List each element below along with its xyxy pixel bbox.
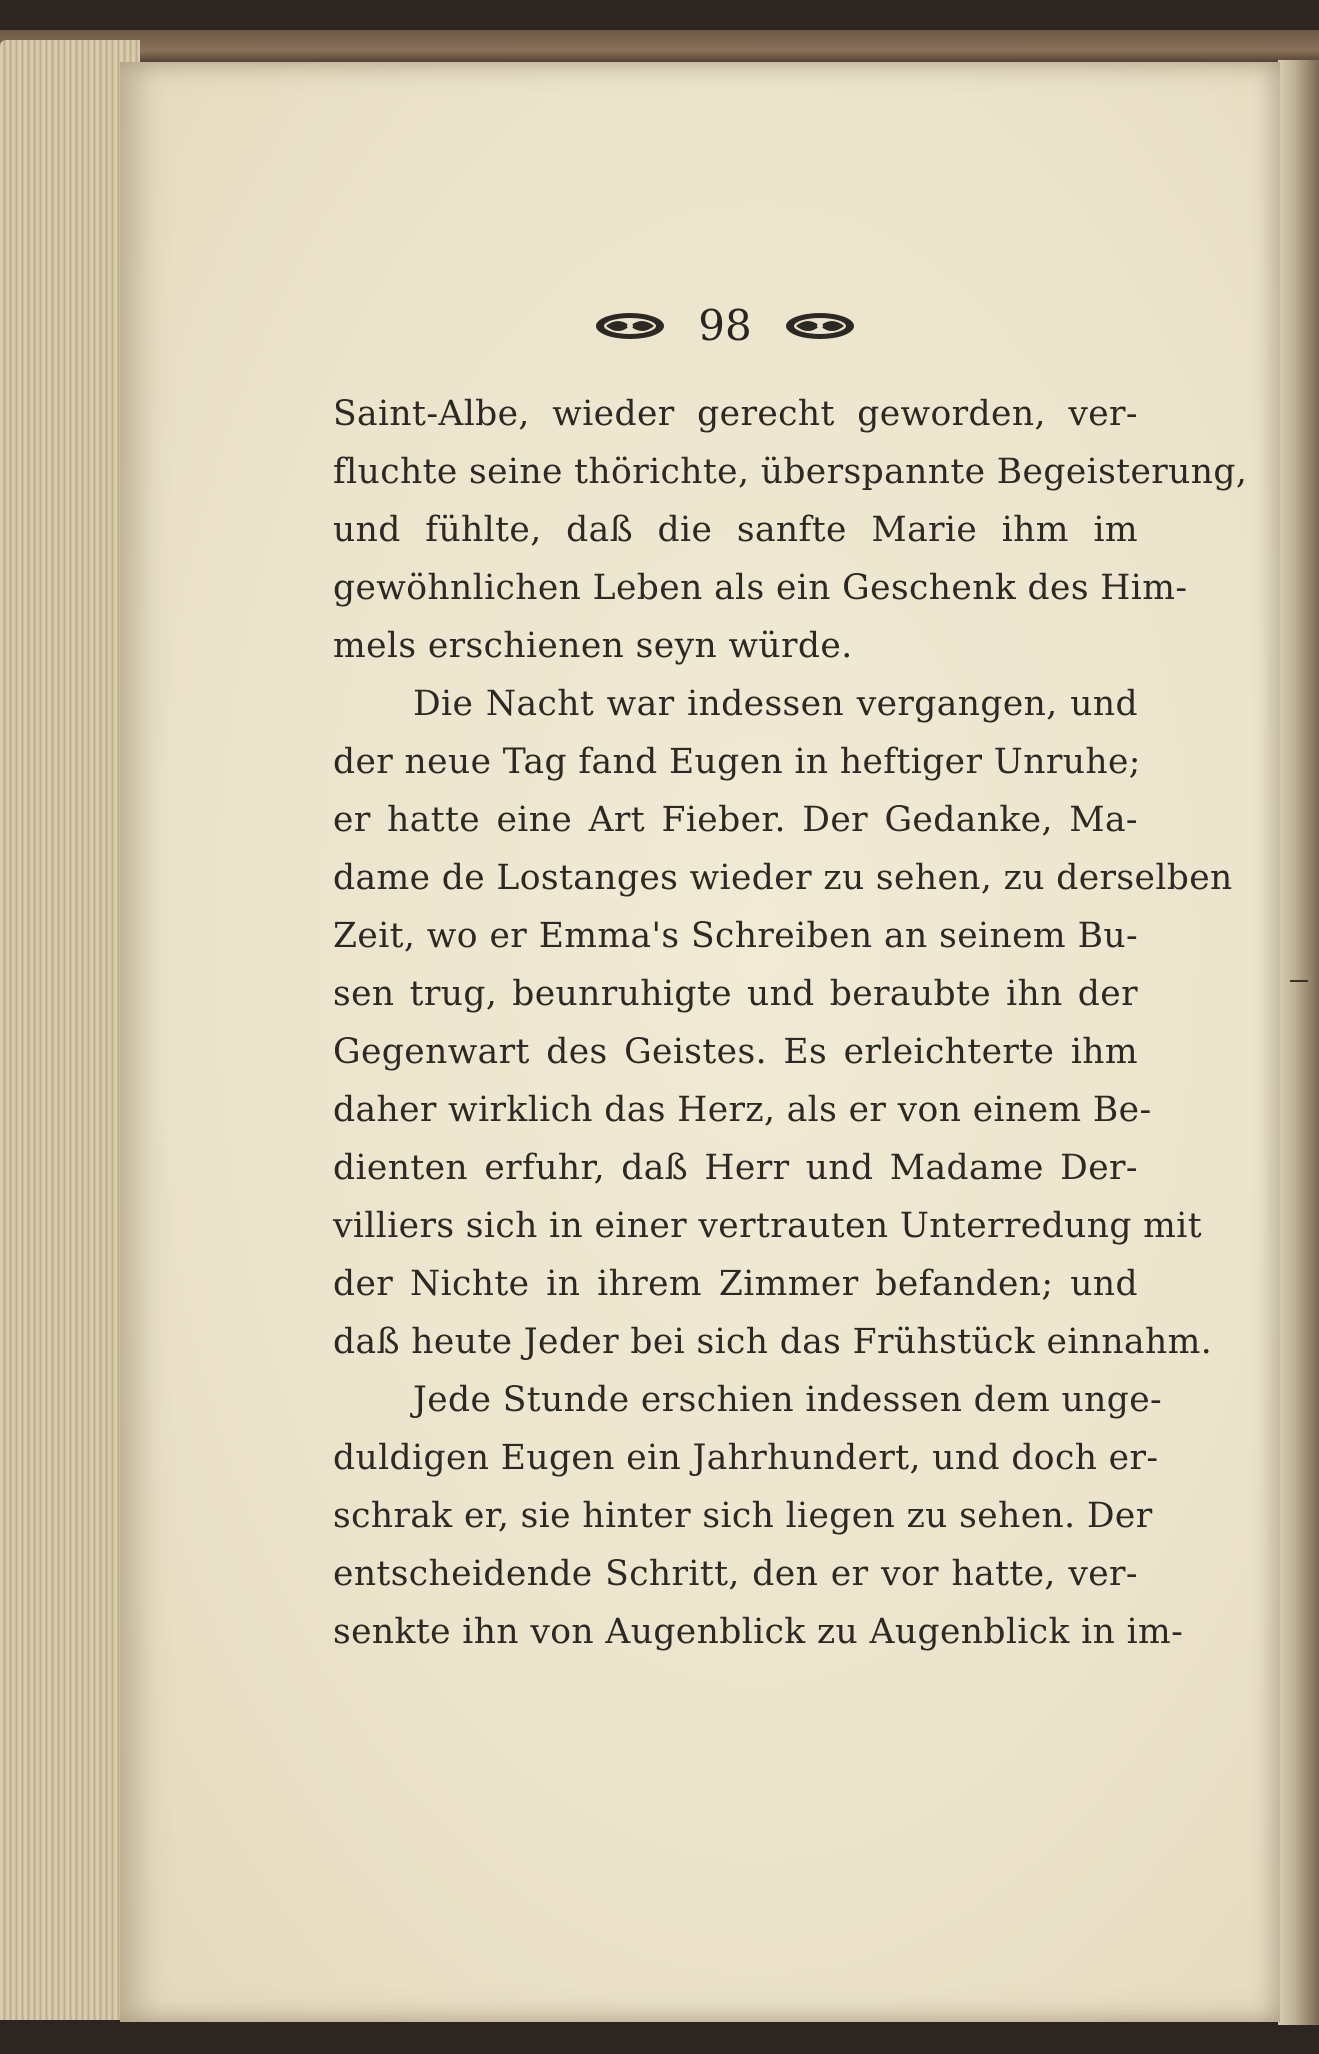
body-text bbox=[333, 385, 1248, 1661]
text-line: Zeit, wo er Emma's Schreiben an seinem Bu- bbox=[333, 916, 1138, 956]
book-cover-edge bbox=[0, 30, 1319, 64]
text-line: fluchte seine thörichte, überspannte Begeisterung, bbox=[333, 452, 1248, 492]
text-line: schrak er, sie hinter sich liegen zu sehen. Der bbox=[333, 1496, 1153, 1536]
page-header bbox=[575, 296, 875, 356]
text-line: dame de Lostanges wieder zu sehen, zu derselben bbox=[333, 858, 1233, 898]
page-stack bbox=[0, 40, 140, 2020]
text-line: er hatte eine Art Fieber. Der Gedanke, Ma- bbox=[333, 800, 1138, 840]
text-line: duldigen Eugen ein Jahrhundert, und doch er- bbox=[333, 1438, 1159, 1478]
edge-mark bbox=[1290, 980, 1308, 982]
right-ornament-icon bbox=[784, 310, 856, 342]
text-line: daher wirklich das Herz, als er von einem Be- bbox=[333, 1090, 1152, 1130]
text-line: und fühlte, daß die sanfte Marie ihm im bbox=[333, 510, 1138, 550]
left-ornament-icon bbox=[594, 310, 666, 342]
text-line: mels erschienen seyn würde. bbox=[333, 626, 853, 666]
text-line: der Nichte in ihrem Zimmer befanden; und bbox=[333, 1264, 1138, 1304]
text-line: Die Nacht war indessen vergangen, und bbox=[413, 684, 1138, 724]
text-line: senkte ihn von Augenblick zu Augenblick in im- bbox=[333, 1612, 1184, 1652]
text-line: entscheidende Schritt, den er vor hatte, ver- bbox=[333, 1554, 1138, 1594]
text-line: dienten erfuhr, daß Herr und Madame Der- bbox=[333, 1148, 1138, 1188]
text-line: der neue Tag fand Eugen in heftiger Unruhe; bbox=[333, 742, 1141, 782]
text-line: Saint-Albe, wieder gerecht geworden, ver- bbox=[333, 394, 1138, 434]
text-line: sen trug, beunruhigte und beraubte ihn der bbox=[333, 974, 1138, 1014]
text-line: villiers sich in einer vertrauten Unterredung mit bbox=[333, 1206, 1202, 1246]
text-line: gewöhnlichen Leben als ein Geschenk des Him- bbox=[333, 568, 1188, 608]
text-line: daß heute Jeder bei sich das Frühstück einnahm. bbox=[333, 1322, 1213, 1362]
page-number: 98 bbox=[698, 301, 752, 350]
text-line: Gegenwart des Geistes. Es erleichterte ihm bbox=[333, 1032, 1138, 1072]
page-right-edge bbox=[1278, 60, 1319, 2025]
text-line: Jede Stunde erschien indessen dem unge- bbox=[413, 1380, 1163, 1420]
